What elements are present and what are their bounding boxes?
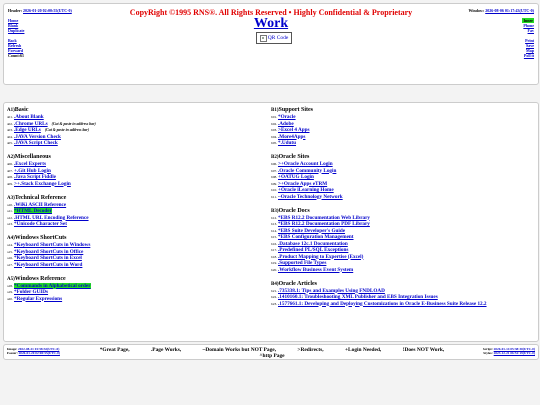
nav-inner-link[interactable]: Inner bbox=[523, 18, 533, 23]
section-title bbox=[271, 154, 533, 161]
link-number: a03. bbox=[7, 128, 13, 132]
section-title-text: Windows Reference bbox=[14, 275, 66, 282]
section-title-text: Basic bbox=[14, 107, 29, 113]
section-title-text: Oracle Docs bbox=[278, 207, 310, 214]
nav-phone-link[interactable]: Phone bbox=[523, 23, 534, 28]
link-number: b16. bbox=[271, 241, 278, 246]
section-code: B1) bbox=[271, 108, 279, 113]
link-number: a13. bbox=[7, 222, 13, 226]
page-title[interactable]: Work bbox=[253, 16, 289, 31]
link-number: b23. bbox=[271, 301, 278, 306]
link[interactable]: *HTML Decoder bbox=[14, 208, 52, 214]
script-timestamp-label: Script: bbox=[482, 347, 493, 351]
link-item bbox=[7, 296, 269, 303]
section-code: B2) bbox=[271, 155, 279, 160]
link-number: a20. bbox=[7, 296, 13, 301]
copyright-notice: CopyRight ©1995 RNS®. All Rights Reserved • Highly Confidential & Proprietary bbox=[129, 8, 413, 17]
link-item bbox=[7, 140, 269, 147]
link[interactable]: .Workflow Business Event System bbox=[278, 266, 354, 273]
link-number: a18. bbox=[7, 283, 13, 288]
link[interactable]: *EBS R12.2 Documentation PDF Library bbox=[278, 221, 370, 227]
link[interactable]: .About Blank bbox=[14, 114, 44, 120]
footer-timestamps-left bbox=[7, 347, 60, 356]
section-title bbox=[7, 154, 269, 161]
link[interactable]: >+Oracle Account Login bbox=[278, 161, 333, 167]
section-code: B3) bbox=[271, 208, 279, 214]
link[interactable]: *Unicode Character Set bbox=[14, 221, 67, 227]
link-number: b13. bbox=[271, 222, 278, 226]
right-column bbox=[271, 107, 533, 315]
link[interactable]: *Regular Expressions bbox=[14, 295, 63, 302]
link-item bbox=[7, 262, 269, 269]
link[interactable]: >+Oracle Apps eTRM bbox=[278, 180, 328, 187]
legend-redirects: >Redirects, bbox=[297, 346, 324, 353]
link-number: a14. bbox=[7, 243, 13, 247]
section-title-text: Oracle Sites bbox=[278, 154, 310, 160]
link-number: b19. bbox=[271, 261, 278, 265]
link[interactable]: .Product Mapping to Expertise (Excel) bbox=[278, 253, 364, 260]
link[interactable]: .Java Script Fiddle bbox=[14, 174, 56, 180]
link[interactable]: .Edge URLs bbox=[14, 127, 41, 133]
link-number: b22. bbox=[271, 295, 278, 299]
link-note: (Cut & paste in address bar) bbox=[44, 128, 90, 132]
header-timestamp-value[interactable]: 2026-01-20 02:00:55(UTC-0) bbox=[23, 8, 72, 13]
qr-code-label: QR Code bbox=[267, 35, 289, 41]
link-number: b07. bbox=[271, 168, 278, 173]
styles-timestamp-label: Styles: bbox=[483, 351, 493, 356]
section-title bbox=[7, 276, 269, 283]
footer-timestamps-right bbox=[483, 347, 535, 356]
page-header bbox=[3, 3, 539, 85]
left-column bbox=[7, 107, 269, 310]
link-number: b08. bbox=[271, 175, 278, 179]
link[interactable]: *Keyboard ShortCuts in Windows bbox=[14, 242, 91, 248]
link-section bbox=[7, 276, 269, 303]
link[interactable]: *Commands in Alphabetical order bbox=[14, 282, 91, 289]
link-note: (Cut & paste in address bar) bbox=[51, 121, 96, 126]
legend-page-works: .Page Works, bbox=[150, 346, 182, 353]
section-title bbox=[271, 107, 533, 114]
section-title-text: Technical Reference bbox=[14, 194, 67, 201]
page-footer bbox=[3, 344, 539, 360]
link-number: a07. bbox=[7, 168, 13, 173]
link-number: a12. bbox=[7, 215, 13, 220]
legend-does-not-work: !Does NOT Work, bbox=[402, 346, 445, 353]
link-number: a08. bbox=[7, 175, 13, 179]
section-code: A4) bbox=[7, 236, 15, 241]
link-number: b01. bbox=[271, 115, 278, 119]
link-number: a04. bbox=[7, 134, 13, 139]
footer-timestamp-value[interactable]: 2026-01-20 02:00:55(UTC-0) bbox=[18, 351, 60, 356]
link[interactable]: .Chrome URLs bbox=[14, 120, 48, 127]
right-nav bbox=[522, 18, 534, 58]
link[interactable]: .JAVA Script Check bbox=[14, 140, 58, 146]
link[interactable]: *EBS Configuration Management bbox=[278, 234, 354, 240]
section-code: B4) bbox=[271, 281, 279, 287]
link-number: b03. bbox=[271, 128, 278, 132]
link[interactable]: .Supported File Types bbox=[278, 260, 327, 266]
link[interactable]: *Keyboard ShortCuts in Word bbox=[14, 261, 83, 268]
section-title bbox=[271, 208, 533, 215]
link-section bbox=[271, 281, 533, 308]
section-code: A5) bbox=[7, 276, 15, 282]
link-section bbox=[7, 235, 269, 268]
link-number: b04. bbox=[271, 134, 278, 139]
nav-map-link[interactable]: Map bbox=[526, 48, 534, 53]
section-title bbox=[7, 107, 269, 114]
nav-duplicate-link[interactable]: Duplicate bbox=[8, 28, 25, 33]
link-section bbox=[271, 107, 533, 147]
link-number: a11. bbox=[7, 209, 13, 213]
link-number: a19. bbox=[7, 290, 13, 294]
nav-forward-link[interactable]: Forward bbox=[8, 48, 24, 53]
window-timestamp-value[interactable]: 2026-08-06 01:17:43(UTC-0) bbox=[485, 8, 534, 13]
link[interactable]: ~Oracle Technology Network bbox=[278, 193, 343, 200]
link[interactable]: >+.Stack Exchange Login bbox=[14, 180, 71, 187]
link[interactable]: *.Udutu bbox=[278, 140, 297, 146]
nav-back-link[interactable]: Back bbox=[8, 38, 17, 43]
link-number: a17. bbox=[7, 262, 13, 267]
image-timestamp-value[interactable]: 2022-08-21 01:58:32(UTC-0) bbox=[18, 347, 60, 351]
section-title bbox=[7, 195, 269, 202]
link-directory bbox=[3, 102, 539, 342]
link-number: b18. bbox=[271, 254, 278, 259]
link-item bbox=[271, 267, 533, 274]
legend-http-page: ^http Page bbox=[259, 352, 285, 359]
legend-great-page: *Great Page, bbox=[99, 346, 130, 353]
link-number: a02. bbox=[7, 121, 13, 126]
section-title bbox=[7, 235, 269, 242]
link[interactable]: +Oracle iLearning Home bbox=[278, 187, 334, 193]
link[interactable]: .Database 12c.1 Documentation bbox=[278, 240, 348, 247]
link[interactable]: .WiKi ASCII Reference bbox=[14, 201, 67, 208]
link[interactable]: .More4Apps bbox=[278, 133, 306, 140]
nav-fav-link[interactable]: Fav bbox=[527, 28, 534, 33]
nav-home-link[interactable]: Home bbox=[8, 18, 19, 23]
link[interactable]: .HTML URL Encoding Reference bbox=[14, 214, 89, 221]
link-number: b17. bbox=[271, 248, 278, 252]
link-legend bbox=[80, 347, 464, 359]
link-item bbox=[271, 301, 533, 308]
link-item bbox=[271, 140, 533, 147]
section-code: A2) bbox=[7, 155, 15, 160]
link[interactable]: .Excel Experts bbox=[14, 161, 46, 167]
link-item bbox=[7, 181, 269, 188]
link-number: b05. bbox=[271, 141, 278, 145]
link-section bbox=[271, 154, 533, 200]
link[interactable]: +.Git Hub Login bbox=[14, 167, 51, 174]
link[interactable]: .1410160.1: Troubleshooting XML Publisher and EBS Integration Issues bbox=[278, 294, 438, 300]
link[interactable]: .Oracle Community Login bbox=[278, 167, 337, 174]
link[interactable]: *Folder GUIDs bbox=[14, 289, 49, 295]
section-title-text: Miscellaneous bbox=[14, 154, 51, 160]
header-timestamp-label: Header: bbox=[8, 8, 22, 13]
link-number: a09. bbox=[7, 181, 13, 186]
link-number: a06. bbox=[7, 162, 13, 166]
window-timestamp-label: Window: bbox=[468, 8, 485, 13]
section-title-text: Support Sites bbox=[278, 107, 314, 113]
link-section bbox=[7, 195, 269, 228]
link[interactable]: .735338.1: Tips and Examples Using FNDLOAD bbox=[278, 287, 385, 294]
link-item bbox=[271, 194, 533, 201]
link[interactable]: *Keyboard ShortCuts in Office bbox=[14, 248, 84, 255]
link-number: b21. bbox=[271, 288, 278, 293]
legend-login-needed: +Login Needed, bbox=[344, 346, 382, 353]
link-section bbox=[7, 107, 269, 147]
link-number: b14. bbox=[271, 228, 278, 233]
link-number: b20. bbox=[271, 267, 278, 272]
link-section bbox=[7, 154, 269, 187]
link-number: b15. bbox=[271, 235, 278, 239]
section-code: A1) bbox=[7, 108, 15, 113]
legend-domain-works: ~Domain Works but NOT Page, bbox=[202, 346, 277, 353]
link[interactable]: *Keyboard ShortCuts in Excel bbox=[14, 255, 82, 261]
link-number: b09. bbox=[271, 181, 278, 186]
broken-image-icon bbox=[260, 35, 267, 42]
link[interactable]: *Oracle bbox=[278, 114, 296, 120]
nav-poll-link[interactable]: Poll it bbox=[523, 53, 534, 58]
styles-timestamp-value[interactable]: 2023-12-21 06:51:19(UTC-0) bbox=[493, 351, 535, 356]
link-number: b10. bbox=[271, 188, 278, 192]
section-title-text: Oracle Articles bbox=[278, 280, 317, 287]
section-code: A3) bbox=[7, 195, 15, 201]
link[interactable]: .Predefined PL/SQL Exceptions bbox=[278, 247, 349, 253]
link-number: b12. bbox=[271, 215, 278, 220]
section-title bbox=[271, 281, 533, 288]
nav-count: Count:61 bbox=[8, 53, 25, 58]
link-number: a10. bbox=[7, 202, 13, 207]
image-timestamp-label: Image: bbox=[7, 347, 18, 351]
link[interactable]: +OATUG Login bbox=[278, 174, 314, 180]
section-title-text: Windows ShortCuts bbox=[14, 235, 67, 241]
footer-timestamp-label: Footer: bbox=[7, 351, 18, 356]
link[interactable]: .1577661.1: Developing and Deploying Customizations in Oracle E-Business Suite Release 12.2 bbox=[278, 300, 487, 307]
link[interactable]: >Excel 4 Apps bbox=[278, 127, 310, 133]
link-number: b02. bbox=[271, 121, 278, 126]
link-number: a16. bbox=[7, 256, 13, 260]
qr-code-button[interactable] bbox=[256, 32, 292, 44]
link-number: a15. bbox=[7, 249, 13, 254]
link-number: a01. bbox=[7, 115, 13, 119]
nav-print-link[interactable]: Print bbox=[525, 38, 534, 43]
link-number: b06. bbox=[271, 162, 278, 166]
nav-save-link[interactable]: Save bbox=[526, 43, 534, 48]
link[interactable]: *EBS R12.2 Documentation Web Library bbox=[278, 214, 370, 221]
nav-blank-link[interactable]: Blank bbox=[8, 23, 19, 28]
link[interactable]: .JAVA Version Check bbox=[14, 133, 61, 140]
link[interactable]: *EBS Suite Developer's Guide bbox=[278, 227, 346, 234]
link-section bbox=[271, 208, 533, 274]
link[interactable]: .Adobe bbox=[278, 120, 294, 127]
link-number: a05. bbox=[7, 141, 13, 145]
script-timestamp-value[interactable]: 2026-01-14 05:38:30(UTC-0) bbox=[493, 347, 535, 351]
nav-refresh-link[interactable]: Refresh bbox=[8, 43, 22, 48]
link-item bbox=[7, 221, 269, 228]
link-number: b11. bbox=[271, 194, 277, 199]
